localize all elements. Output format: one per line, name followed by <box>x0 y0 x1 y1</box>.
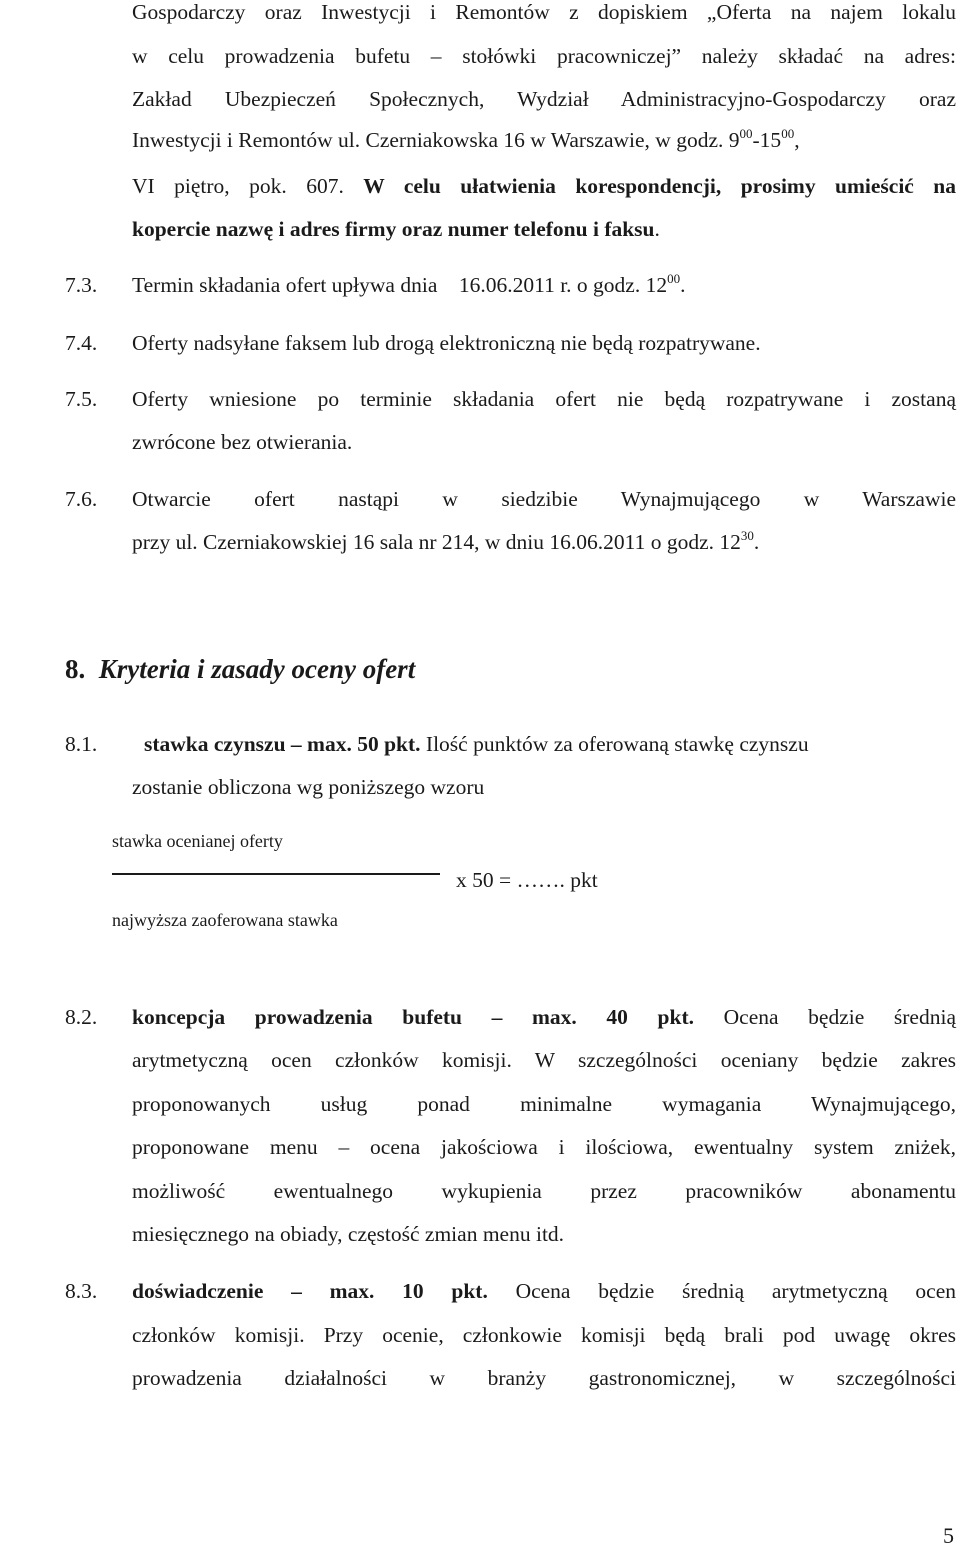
section-8-1-line-2: zostanie obliczona wg poniższego wzoru <box>132 775 485 799</box>
intro-line-4: Inwestycji i Remontów ul. Czerniakowska 16 w Warszawie, w godz. $9^{00}-15^{00}$, <box>132 126 800 152</box>
intro-line-2: w celu prowadzenia bufetu – stołówki pracowniczej” należy składać na adres: <box>132 44 956 68</box>
formula-result: x 50 = ……. pkt <box>456 868 598 892</box>
section-7-6-line-1: Otwarcie ofert nastąpi w siedzibie Wynajmującego w Warszawie <box>132 487 956 511</box>
section-7-5-line-1: Oferty wniesione po terminie składania ofert nie będą rozpatrywane i zostaną <box>132 387 956 411</box>
section-8-2-line-4: proponowane menu – ocena jakościowa i ilościowa, ewentualny system zniżek, <box>132 1135 956 1159</box>
section-8-2-line-6: miesięcznego na obiady, częstość zmian menu itd. <box>132 1222 565 1246</box>
section-7-4-number: 7.4. <box>65 331 98 355</box>
section-8-2-line-2: arytmetyczną ocen członków komisji. W szczególności oceniany będzie zakres <box>132 1048 956 1072</box>
page-number: 5 <box>943 1523 954 1548</box>
section-8-2-number: 8.2. <box>65 1005 98 1029</box>
section-8-heading: 8. Kryteria i zasady oceny ofert <box>65 654 416 684</box>
section-8-3-line-1: doświadczenie – max. 10 pkt. Ocena będzie średnią arytmetyczną ocen <box>132 1279 956 1303</box>
intro-line-6: kopercie nazwę i adres firmy oraz numer telefonu i faksu. <box>132 217 660 241</box>
formula-denominator: najwyższa zaoferowana stawka <box>112 910 338 930</box>
intro-line-3: Zakład Ubezpieczeń Społecznych, Wydział Administracyjno-Gospodarczy oraz <box>132 87 956 111</box>
intro-line-1: Gospodarczy oraz Inwestycji i Remontów z dopiskiem „Oferta na najem lokalu <box>132 0 956 24</box>
section-7-6-number: 7.6. <box>65 487 98 511</box>
formula-fraction-bar <box>112 873 440 875</box>
section-8-2-line-5: możliwość ewentualnego wykupienia przez pracowników abonamentu <box>132 1179 956 1203</box>
section-8-3-line-3: prowadzenia działalności w branży gastronomicznej, w szczególności <box>132 1366 956 1390</box>
section-7-5-line-2: zwrócone bez otwierania. <box>132 430 353 454</box>
section-8-3-number: 8.3. <box>65 1279 98 1303</box>
section-8-1-number: 8.1. <box>65 732 98 756</box>
formula-numerator: stawka ocenianej oferty <box>112 831 283 851</box>
intro-line-5: VI piętro, pok. 607. W celu ułatwienia korespondencji, prosimy umieścić na <box>132 174 957 198</box>
section-8-3-line-2: członków komisji. Przy ocenie, członkowie komisji będą brali pod uwagę okres <box>132 1323 956 1347</box>
section-7-3-text: Termin składania ofert upływa dnia 16.06.2011 r. o godz. $12^{00}$. <box>132 271 686 297</box>
section-8-2-line-3: proponowanych usług ponad minimalne wymagania Wynajmującego, <box>132 1092 956 1116</box>
section-8-1-line-1: stawka czynszu – max. 50 pkt. Ilość punktów za oferowaną stawkę czynszu <box>144 732 809 756</box>
section-7-5-number: 7.5. <box>65 387 98 411</box>
section-7-3-number: 7.3. <box>65 273 98 297</box>
section-7-4-text: Oferty nadsyłane faksem lub drogą elektroniczną nie będą rozpatrywane. <box>132 331 761 355</box>
section-8-2-line-1: koncepcja prowadzenia bufetu – max. 40 pkt. Ocena będzie średnią <box>132 1005 956 1029</box>
section-7-6-line-2: przy ul. Czerniakowskiej 16 sala nr 214, w dniu 16.06.2011 o godz. $12^{30}$. <box>132 528 760 554</box>
